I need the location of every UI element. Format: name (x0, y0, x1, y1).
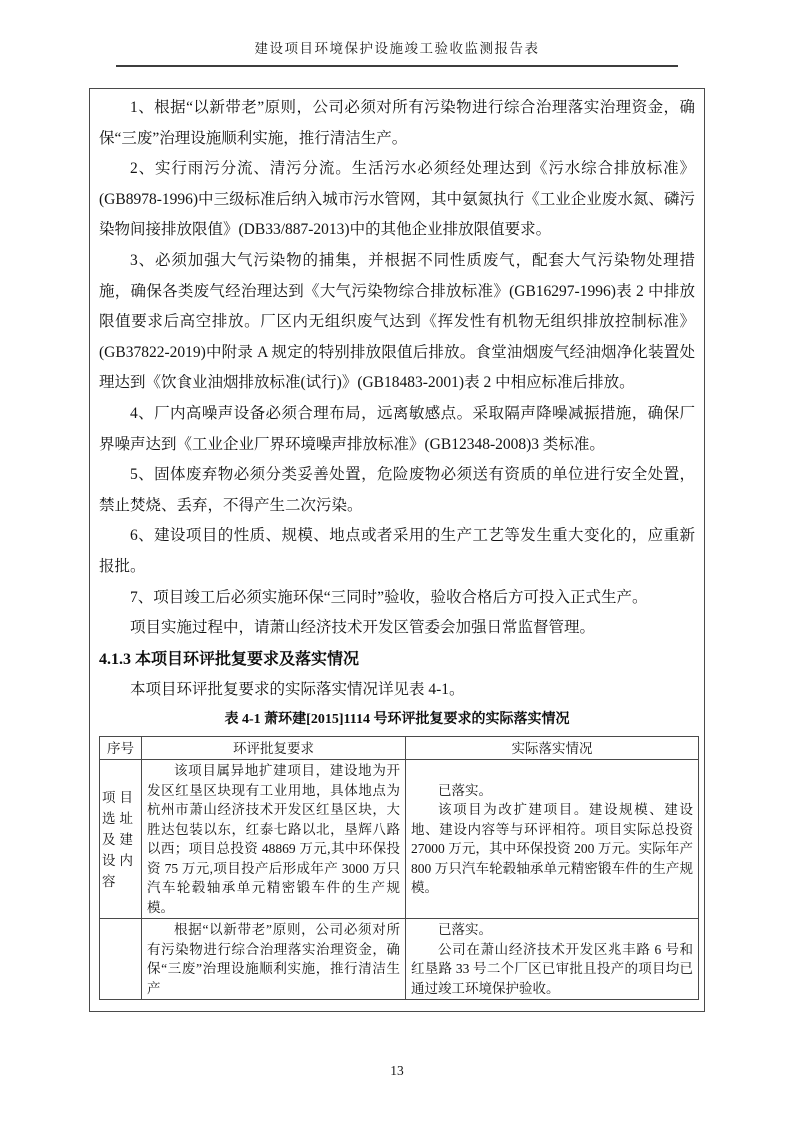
requirement-cell (142, 760, 406, 919)
page-number: 13 (390, 1063, 404, 1078)
document-title: 建设项目环境保护设施竣工验收监测报告表 (254, 41, 540, 56)
section-heading: 4.1.3 本项目环评批复要求及落实情况 (99, 650, 360, 668)
implementation-cell (406, 919, 699, 1000)
implementation-detail: 该项目为改扩建项目。建设规模、建设地、建设内容等与环评相符。项目实际总投资 27000 万元，其中环保投资 200 万元。实际年产 800 万只汽车轮毂轴承单元精密锻车件的生产规模。 (411, 802, 693, 896)
approval-requirement-paragraph: 5、固体废弃物必须分类妥善处置，危险废物必须送有资质的单位进行安全处置，禁止焚烧、丢弃，不得产生二次污染。 (99, 466, 695, 514)
row-label-cell (100, 919, 142, 1000)
implementation-detail: 公司在萧山经济技术开发区兆丰路 6 号和红垦路 33 号二个厂区已审批且投产的项目均已通过竣工环境保护验收。 (411, 941, 693, 996)
table-row (100, 919, 699, 1000)
running-header (0, 0, 794, 67)
table-caption: 表 4-1 萧环建[2015]1114 号环评批复要求的实际落实情况 (224, 712, 570, 728)
section-intro: 本项目环评批复要求的实际落实情况详见表 4-1。 (130, 680, 465, 698)
requirement-cell (142, 919, 406, 1000)
table-header-row (100, 737, 699, 760)
approval-requirement-paragraph: 6、建设项目的性质、规模、地点或者采用的生产工艺等发生重大变化的，应重新报批。 (99, 527, 695, 575)
implementation-cell (406, 760, 699, 919)
column-header-index: 序号 (100, 737, 142, 760)
approval-requirement-paragraph: 2、实行雨污分流、清污分流。生活污水必须经处理达到《污水综合排放标准》(GB8978-1996)中三级标准后纳入城市污水管网，其中氨氮执行《工业企业废水氮、磷污染物间接排放限值》(DB33/887-2013)中的其他企业排放限值要求。 (99, 160, 695, 239)
implementation-status: 已落实。 (438, 782, 492, 798)
approval-requirement-paragraph: 7、项目竣工后必须实施环保“三同时”验收，验收合格后方可投入正式生产。 (130, 588, 648, 606)
approval-requirement-paragraph: 1、根据“以新带老”原则，公司必须对所有污染物进行综合治理落实治理资金，确保“三废”治理设施顺利实施，推行清洁生产。 (99, 99, 695, 147)
approval-requirement-paragraph: 4、厂内高噪声设备必须合理布局，远离敏感点。采取隔声降噪减振措施，确保厂界噪声达到《工业企业厂界环境噪声排放标准》(GB12348-2008)3 类标准。 (99, 404, 695, 453)
implementation-status: 已落实。 (438, 922, 492, 938)
supervision-note-paragraph: 项目实施过程中，请萧山经济技术开发区管委会加强日常监督管理。 (130, 619, 596, 637)
column-header-requirement: 环评批复要求 (142, 737, 406, 760)
column-header-implementation: 实际落实情况 (406, 737, 699, 760)
row-label-cell: 项目选址及建设内容 (100, 760, 142, 919)
header-divider (116, 65, 678, 67)
table-row (100, 760, 699, 919)
requirement-text: 根据“以新带老”原则，公司必须对所有污染物进行综合治理落实治理资金，确保“三废”治理设施顺利实施，推行清洁生产 (147, 922, 400, 996)
requirement-text: 该项目属异地扩建项目，建设地为开发区红垦区块现有工业用地，具体地点为杭州市萧山经济技术开发区红垦区块，大胜达包装以东，红泰七路以北，垦辉八路以西；项目总投资 48869 万元,其中环保投资 75 万元,项目投产后形成年产 3000 万只汽车轮毂轴承单元精密锻车件的生产规模。 (147, 763, 400, 915)
approval-implementation-table (99, 736, 699, 1000)
content-box (89, 88, 705, 1012)
approval-requirement-paragraph: 3、必须加强大气污染物的捕集，并根据不同性质废气，配套大气污染物处理措施，确保各类废气经治理达到《大气污染物综合排放标准》(GB16297-1996)表 2 中排放限值要求后高空排放。厂区内无组织废气达到《挥发性有机物无组织排放控制标准》(GB37822-2019)中附录 A 规定的特别排放限值后排放。食堂油烟废气经油烟净化装置处理达到《饮食业油烟排放标准(试行)》(GB18483-2001)表 2 中相应标准后排放。 (99, 251, 695, 392)
